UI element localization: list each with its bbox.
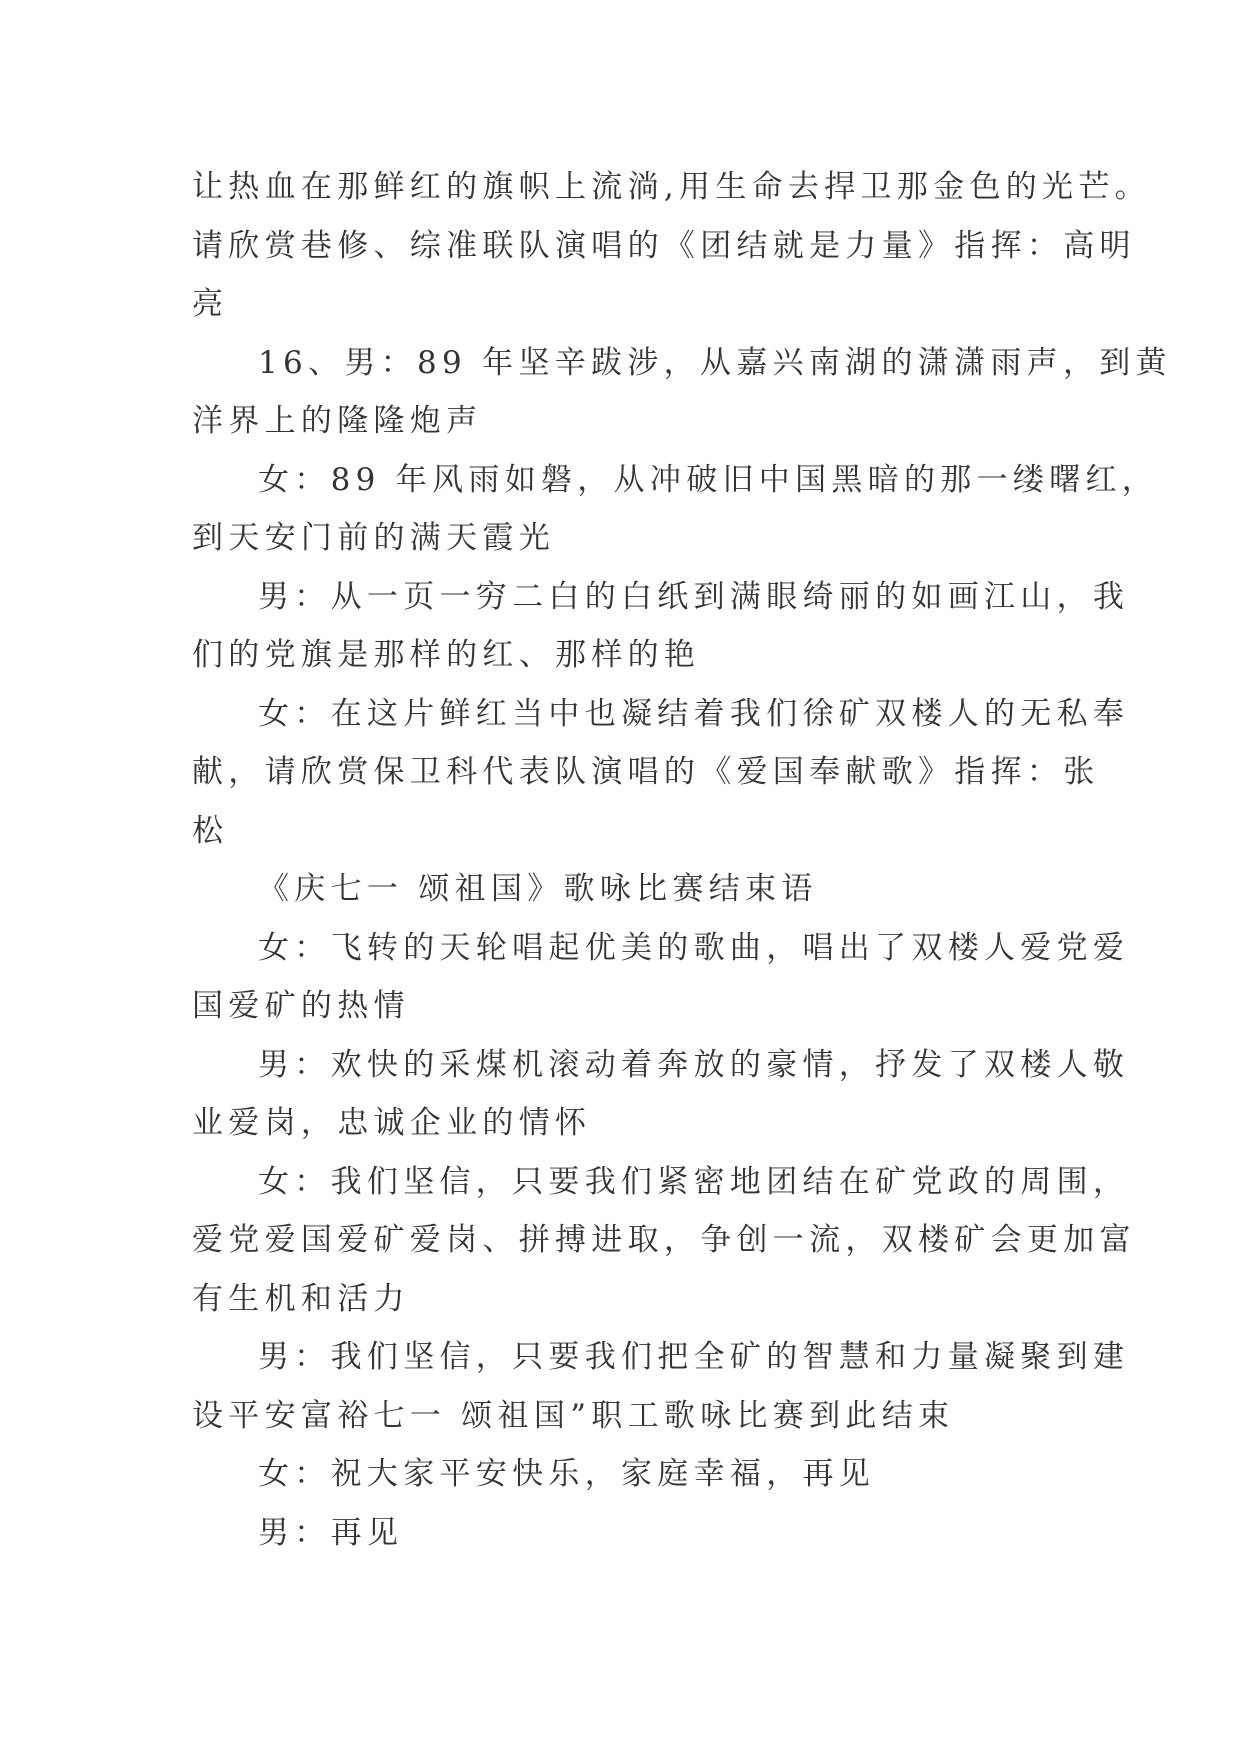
text-line: 有生机和活力	[192, 1280, 410, 1317]
text-line: 爱党爱国爱矿爱岗、拼搏进取，争创一流，双楼矿会更加富	[192, 1222, 1136, 1258]
text-line: 女：祝大家平安快乐，家庭幸福，再见	[258, 1456, 876, 1492]
text-line: 让热血在那鲜红的旗帜上流淌,用生命去捍卫那金色的光芒。	[192, 169, 1151, 205]
text-line: 请欣赏巷修、综准联队演唱的《团结就是力量》指挥：高明	[192, 227, 1136, 264]
text-line: 们的党旗是那样的红、那样的艳	[192, 637, 701, 673]
text-line: 女：在这片鲜红当中也凝结着我们徐矿双楼人的无私奉	[258, 695, 1130, 732]
text-line: 女：89 年风雨如磐，从冲破旧中国黑暗的那一缕曙红，	[258, 461, 1159, 498]
text-line: 献，请欣赏保卫科代表队演唱的《爱国奉献歌》指挥：张	[192, 754, 1100, 790]
text-line: 女：我们坚信，只要我们紧密地团结在矿党政的周围，	[258, 1163, 1130, 1200]
text-line: 男：从一页一穷二白的白纸到满眼绮丽的如画江山，我	[258, 578, 1130, 615]
section-heading: 《庆七一 颂祖国》歌咏比赛结束语	[258, 871, 818, 907]
text-line: 男：欢快的采煤机滚动着奔放的豪情，抒发了双楼人敬	[258, 1046, 1130, 1083]
text-line: 国爱矿的热情	[192, 988, 410, 1024]
text-line: 洋界上的隆隆炮声	[192, 403, 483, 439]
document-body	[192, 158, 1172, 1562]
text-line: 男：再见	[258, 1514, 404, 1551]
text-line: 到天安门前的满天霞光	[192, 520, 555, 556]
text-line: 业爱岗，忠诚企业的情怀	[192, 1105, 592, 1141]
text-line: 男：我们坚信，只要我们把全矿的智慧和力量凝聚到建	[258, 1339, 1130, 1375]
text-line: 女：飞转的天轮唱起优美的歌曲，唱出了双楼人爱党爱	[258, 929, 1130, 966]
text-line: 设平安富裕七一 颂祖国”职工歌咏比赛到此结束	[192, 1397, 955, 1434]
text-line: 亮	[192, 286, 229, 322]
text-line: 16、男：89 年坚辛跋涉，从嘉兴南湖的潇潇雨声，到黄	[258, 344, 1172, 381]
text-line: 松	[192, 812, 229, 849]
